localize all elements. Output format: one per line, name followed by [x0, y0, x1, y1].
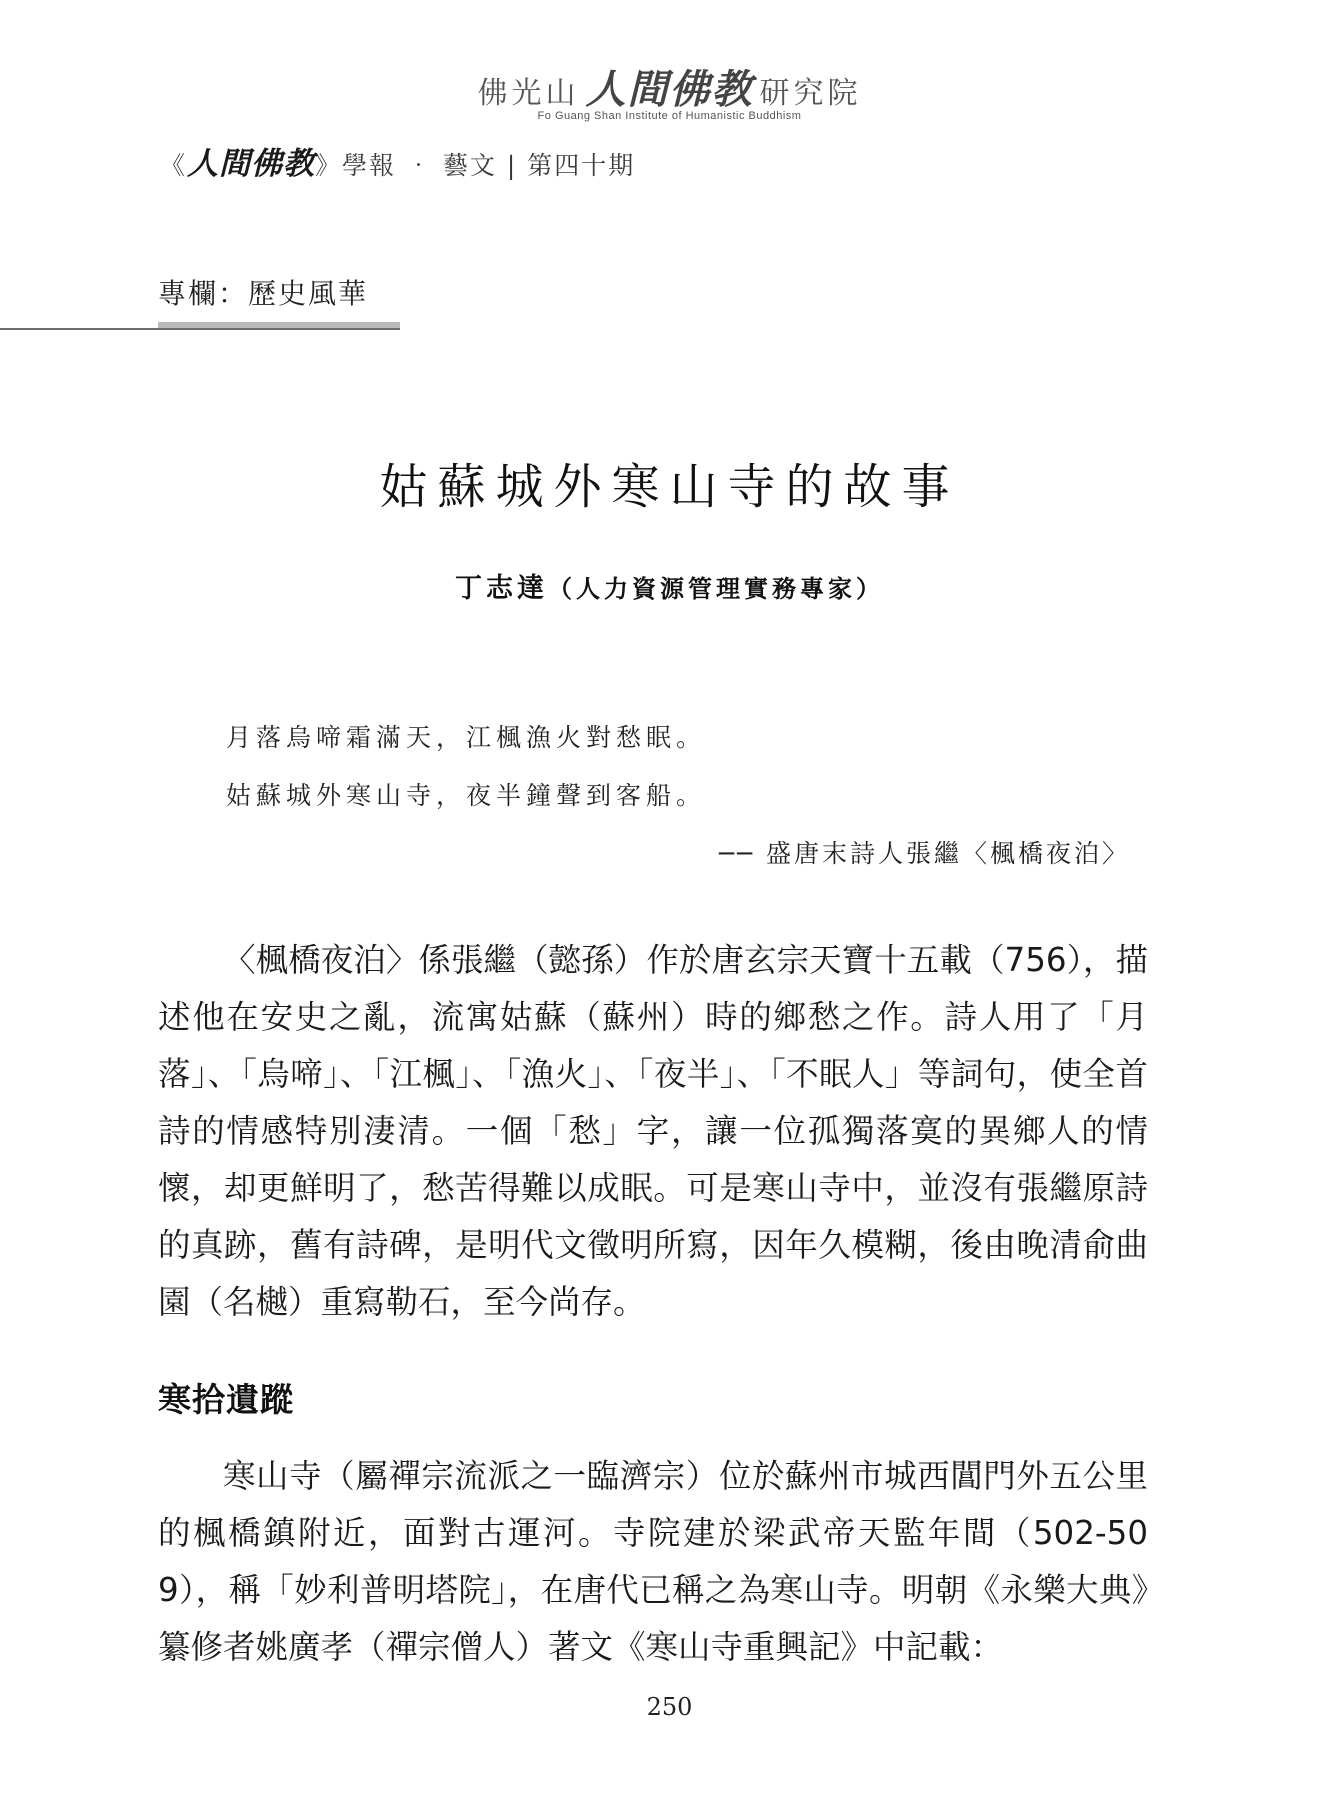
- journal-header: [160, 138, 635, 183]
- body-paragraph: 〈楓橋夜泊〉係張繼（懿孫）作於唐玄宗天寶十五載（756），描述他在安史之亂，流寓姑蘇（蘇州）時的鄉愁之作。詩人用了「月落」、「烏啼」、「江楓」、「漁火」、「夜半」、「不眠人」等詞句，使全首詩的情感特別淒清。一個「愁」字，讓一位孤獨落寞的異鄉人的情懷，却更鮮明了，愁苦得難以成眠。可是寒山寺中，並沒有張繼原詩的真跡，舊有詩碑，是明代文徵明所寫，因年久模糊，後由晚清俞曲園（名樾）重寫勒石，至今尚存。: [158, 941, 1148, 1321]
- journal-brand-logo: 人間佛教: [187, 146, 316, 182]
- institute-name-right: 研究院: [759, 76, 862, 111]
- body-paragraph: 寒山寺（屬禪宗流派之一臨濟宗）位於蘇州市城西閶門外五公里的楓橋鎮附近，面對古運河。寺院建於梁武帝天監年間（502-509），稱「妙利普明塔院」，在唐代已稱之為寒山寺。明朝《永樂大典》纂修者姚廣孝（禪宗僧人）著文《寒山寺重興記》中記載：: [158, 1457, 1148, 1666]
- author-name: 丁志達: [455, 573, 548, 604]
- column-underline: [158, 322, 400, 328]
- journal-section: 》學報 ‧ 藝文: [315, 151, 497, 180]
- journal-open-bracket: 《: [160, 151, 188, 180]
- section-body: [158, 1448, 1148, 1676]
- poem-line: 月落烏啼霜滿天，江楓漁火對愁眠。: [226, 723, 707, 752]
- column-rule: [0, 328, 400, 330]
- article-body: [158, 932, 1148, 1331]
- section-heading: 寒拾遺蹤: [158, 1380, 294, 1419]
- page-number: 250: [646, 1693, 693, 1721]
- article-title: 姑蘇城外寒山寺的故事: [379, 459, 960, 515]
- poem-line: 姑蘇城外寒山寺，夜半鐘聲到客船。: [226, 781, 707, 810]
- institute-name: [0, 58, 1339, 115]
- institute-name-english: Fo Guang Shan Institute of Humanistic Buddhism: [537, 110, 802, 122]
- journal-issue: 第四十期: [527, 151, 636, 180]
- institute-name-left: 佛光山: [477, 76, 580, 111]
- journal-separator: |: [506, 151, 518, 180]
- article-byline: [0, 566, 1339, 605]
- author-affiliation: （人力資源管理實務專家）: [548, 574, 884, 603]
- institute-brand-logo: 人間佛教: [585, 66, 754, 113]
- poem-attribution: ── 盛唐末詩人張繼〈楓橋夜泊〉: [718, 839, 1130, 868]
- column-tag: 專欄：歷史風華: [158, 277, 369, 310]
